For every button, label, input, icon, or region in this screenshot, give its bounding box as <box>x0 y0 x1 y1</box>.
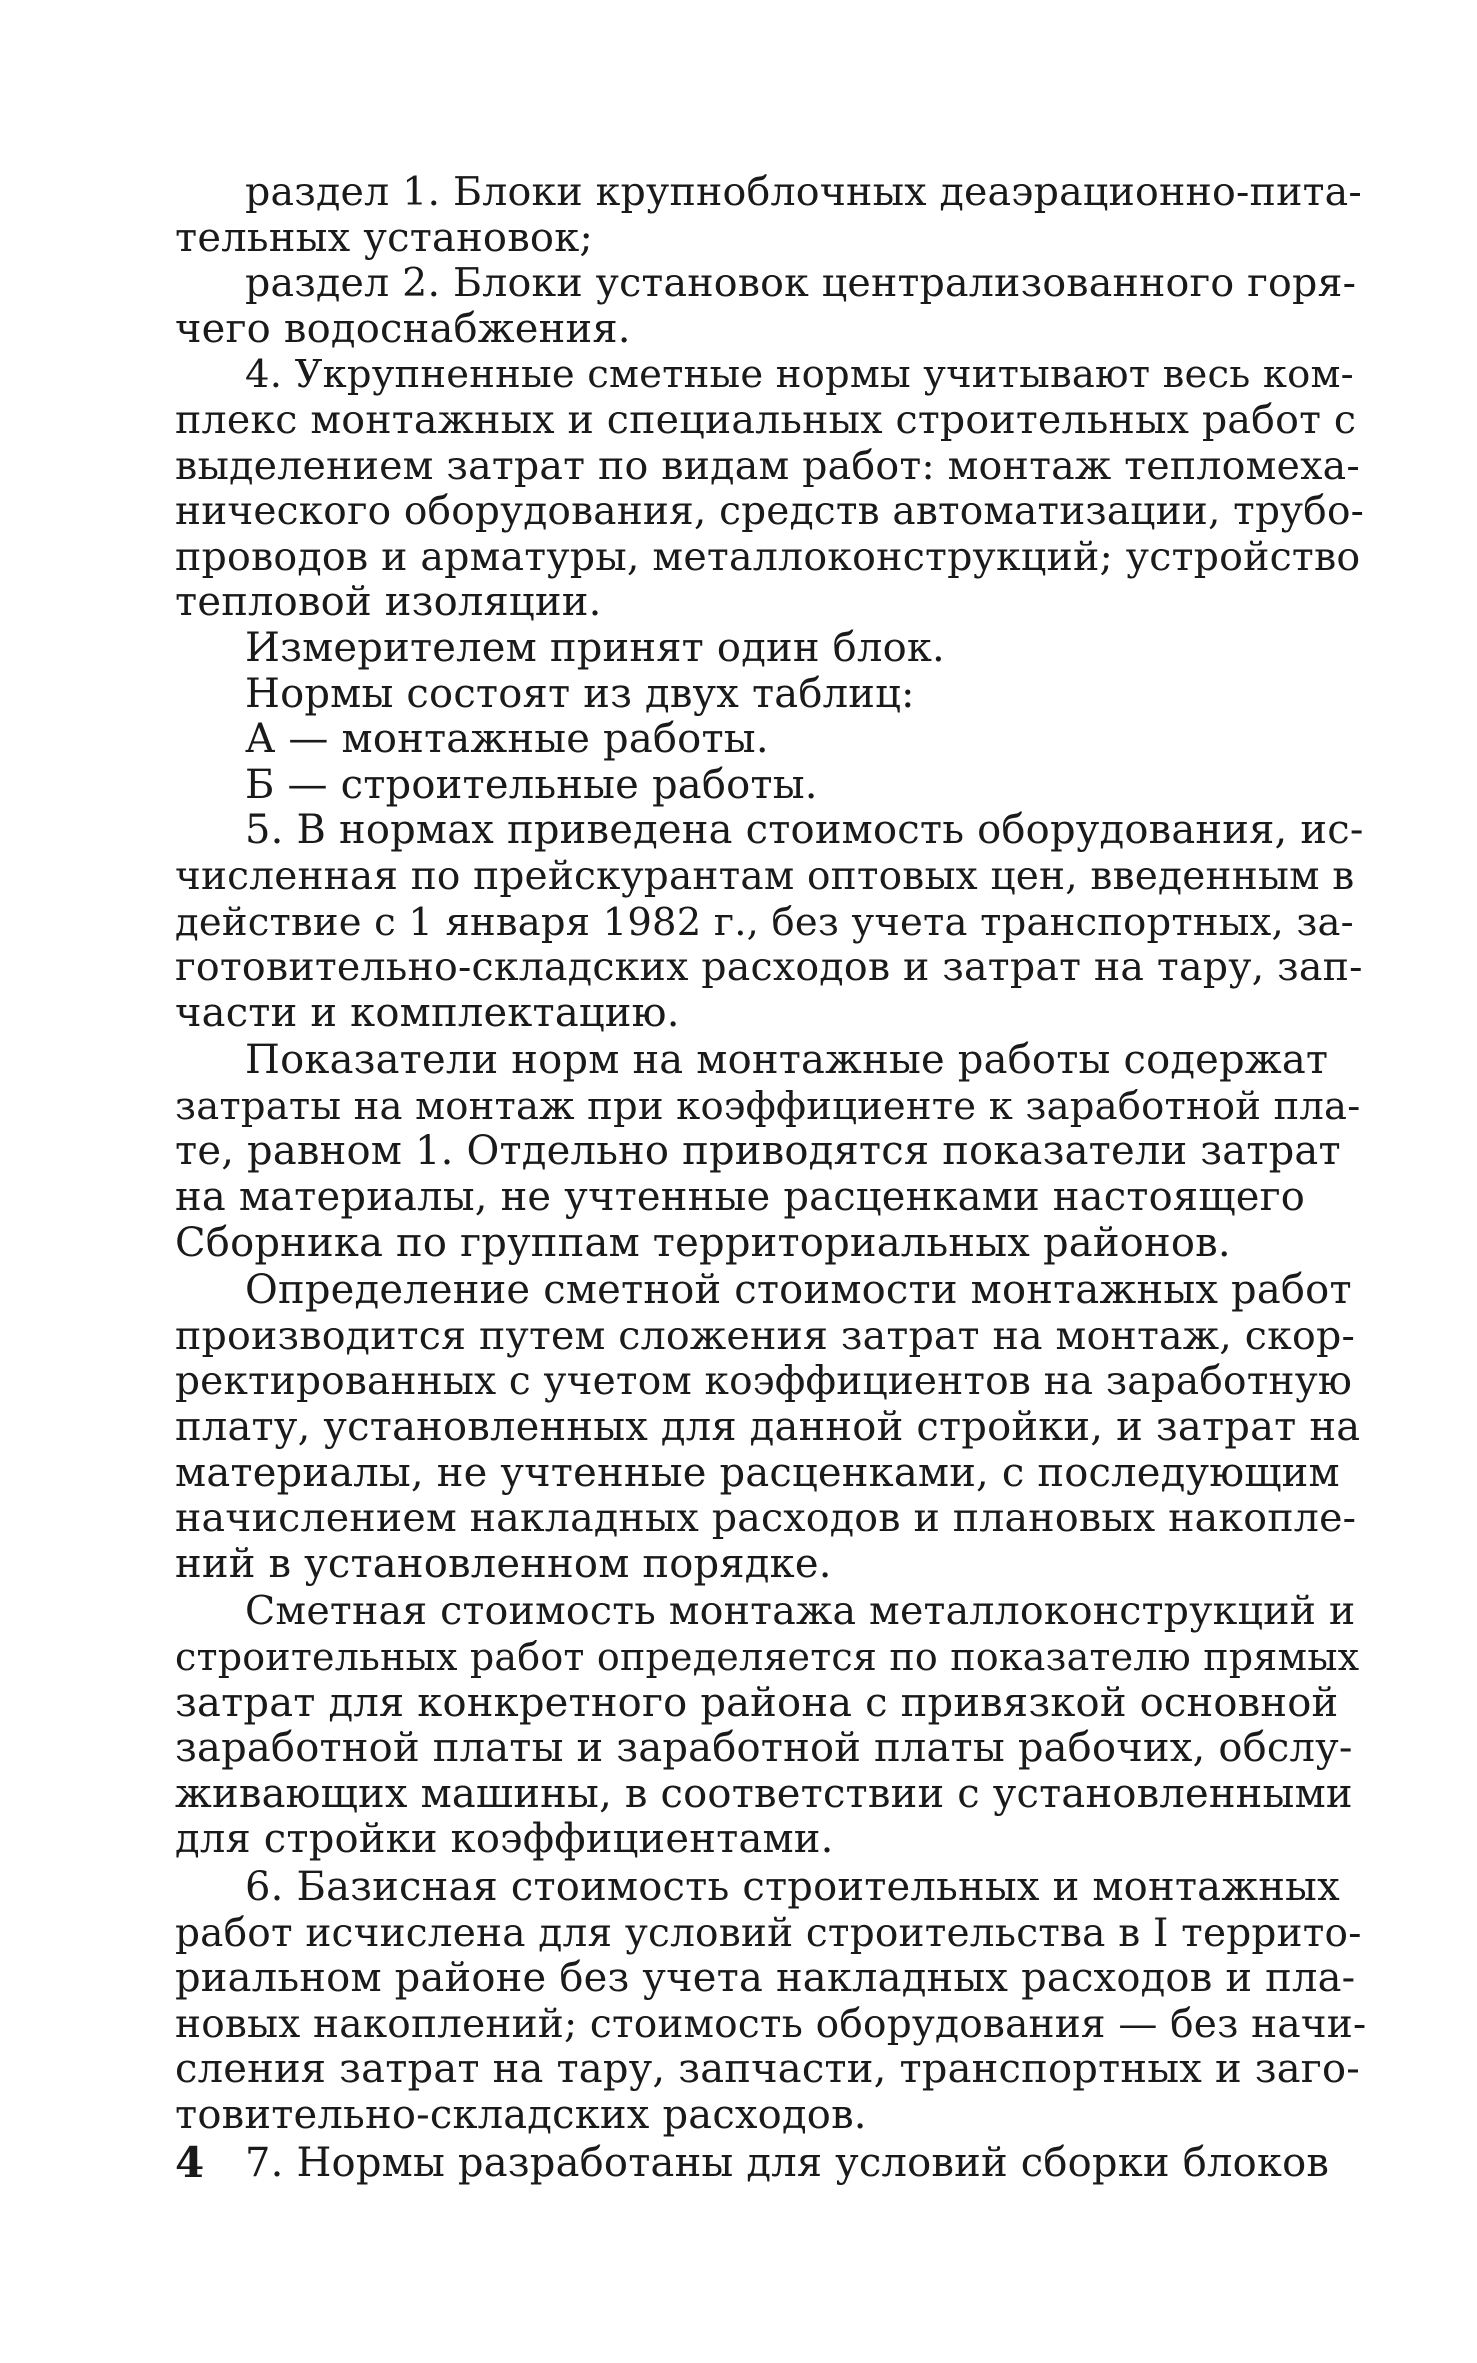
text-line: Нормы состоят из двух таблиц: <box>245 670 915 717</box>
text-line: новых накоплений; стоимость оборудования — без начи- <box>175 2001 1367 2047</box>
text-line: нического оборудования, средств автоматизации, трубо- <box>175 489 1364 535</box>
text-line: материалы, не учтенные расценками, с последующим <box>175 1449 1340 1496</box>
text-line: Б — строительные работы. <box>245 761 818 808</box>
text-line: 6. Базисная стоимость строительных и монтажных <box>245 1863 1340 1910</box>
text-line: Сметная стоимость монтажа металлоконструкций и <box>245 1588 1356 1635</box>
text-line: ректированных с учетом коэффициентов на заработную <box>175 1359 1353 1405</box>
text-line: 4. Укрупненные сметные нормы учитывают весь ком- <box>245 352 1354 398</box>
text-line: проводов и арматуры, металлоконструкций; устройство <box>175 533 1361 580</box>
text-line: работ исчислена для условий строительства в I террито- <box>175 1910 1362 1956</box>
text-line: Определение сметной стоимости монтажных работ <box>245 1267 1352 1314</box>
text-line: готовительно-складских расходов и затрат на тару, зап- <box>175 944 1363 991</box>
text-line: заработной платы и заработной платы рабочих, обслу- <box>175 1725 1353 1772</box>
text-line: выделением затрат по видам работ: монтаж тепломеха- <box>175 442 1360 489</box>
text-line: Сборника по группам территориальных районов. <box>175 1219 1231 1266</box>
text-line: сления затрат на тару, запчасти, транспортных и заго- <box>175 2046 1360 2093</box>
text-line: раздел 1. Блоки крупноблочных деаэрационно-пита- <box>245 169 1362 215</box>
text-line: риальном районе без учета накладных расходов и пла- <box>175 1955 1356 2002</box>
page-body <box>175 170 1365 2186</box>
text-line: 5. В нормах приведена стоимость оборудования, ис- <box>245 807 1364 854</box>
text-line: для стройки коэффициентами. <box>175 1816 834 1863</box>
text-line: Показатели норм на монтажные работы содержат <box>245 1037 1329 1084</box>
text-line: строительных работ определяется по показателю прямых <box>175 1635 1360 1679</box>
text-line: 7. Нормы разработаны для условий сборки блоков <box>245 2139 1330 2186</box>
text-line: тепловой изоляции. <box>175 579 602 626</box>
text-line: чего водоснабжения. <box>175 305 631 352</box>
text-line: затрат для конкретного района с привязкой основной <box>175 1679 1339 1726</box>
text-line: плекс монтажных и специальных строительных работ с <box>175 396 1357 443</box>
text-line: А — монтажные работы. <box>245 716 769 763</box>
text-line: затраты на монтаж при коэффициенте к заработной пла- <box>175 1083 1361 1129</box>
text-line: действие с 1 января 1982 г., без учета транспортных, за- <box>175 899 1354 945</box>
text-line: Измерителем принят один блок. <box>245 624 945 671</box>
text-line: начислением накладных расходов и плановых накопле- <box>175 1495 1357 1542</box>
text-line: раздел 2. Блоки установок централизованного горя- <box>245 260 1357 307</box>
text-line: численная по прейскурантам оптовых цен, введенным в <box>175 853 1355 899</box>
text-line: живающих машины, в соответствии с установленными <box>175 1770 1353 1817</box>
text-line: товительно-складских расходов. <box>175 2091 867 2138</box>
text-line: те, равном 1. Отдельно приводятся показатели затрат <box>175 1128 1341 1175</box>
text-line: плату, установленных для данной стройки, и затрат на <box>175 1404 1361 1451</box>
text-line: на материалы, не учтенные расценками настоящего <box>175 1174 1306 1221</box>
text-line: производится путем сложения затрат на монтаж, скор- <box>175 1312 1356 1359</box>
text-line: ний в установленном порядке. <box>175 1540 832 1587</box>
page-number: 4 <box>175 2138 205 2187</box>
text-line: части и комплектацию. <box>175 989 680 1036</box>
text-line: тельных установок; <box>175 214 594 261</box>
